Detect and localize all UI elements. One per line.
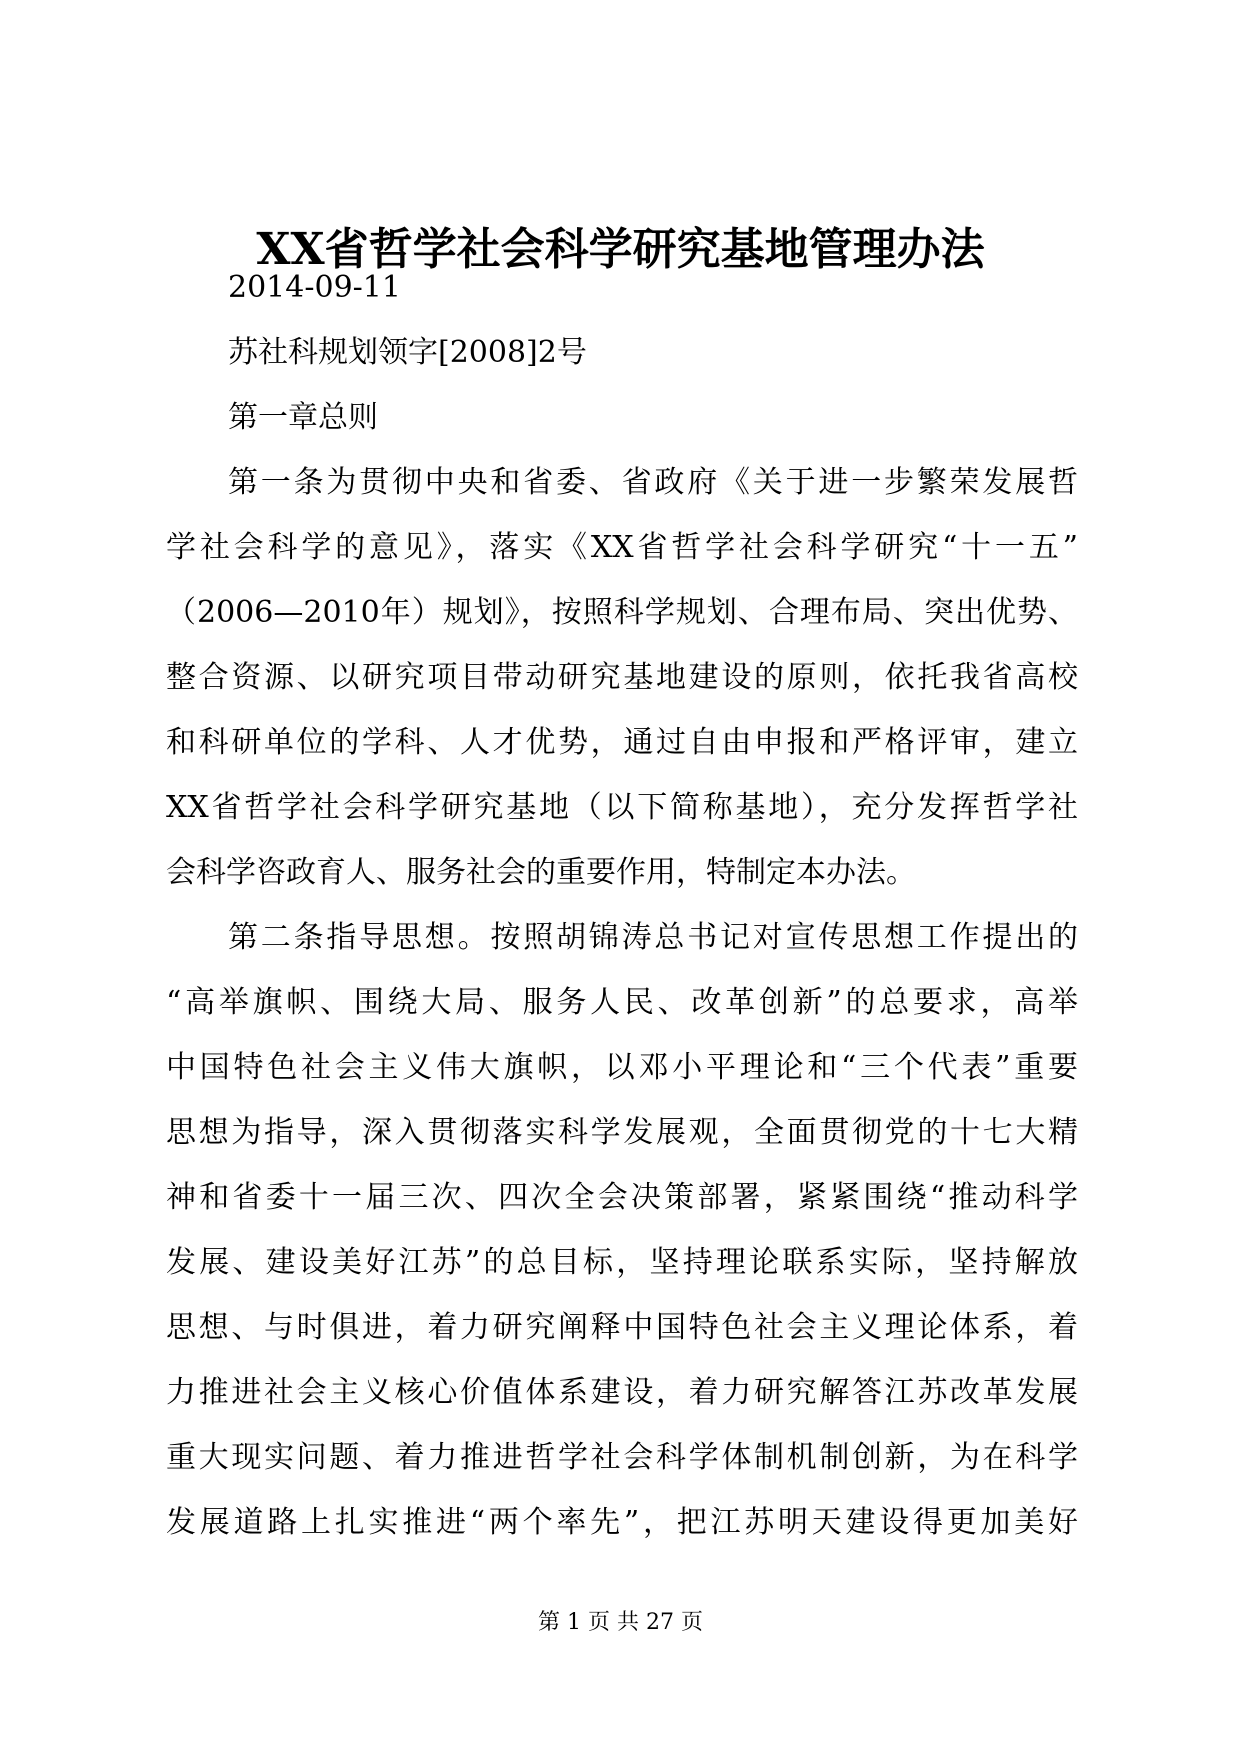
article-2-line: 力推进社会主义核心价值体系建设，着力研究解答江苏改革发展 <box>166 1375 1078 1410</box>
page-footer: 第 1 页 共 27 页 <box>538 1610 703 1635</box>
article-1-line: 会科学咨政育人、服务社会的重要作用，特制定本办法。 <box>166 855 916 890</box>
article-2-line: 思想、与时俱进，着力研究阐释中国特色社会主义理论体系，着 <box>166 1310 1078 1345</box>
chapter-heading: 第一章总则 <box>228 400 378 435</box>
article-2-line: 发展、建设美好江苏”的总目标，坚持理论联系实际，坚持解放 <box>166 1245 1078 1280</box>
article-1-line: （2006—2010年）规划》，按照科学规划、合理布局、突出优势、 <box>166 595 1078 630</box>
article-1-line: 学社会科学的意见》，落实《XX省哲学社会科学研究“十一五” <box>166 530 1078 565</box>
article-2 <box>166 905 1078 1555</box>
article-2-line: “高举旗帜、围绕大局、服务人民、改革创新”的总要求，高举 <box>166 985 1078 1020</box>
article-2-line: 中国特色社会主义伟大旗帜，以邓小平理论和“三个代表”重要 <box>166 1050 1078 1085</box>
article-2-line: 神和省委十一届三次、四次全会决策部署，紧紧围绕“推动科学 <box>166 1180 1078 1215</box>
article-1-line: XX省哲学社会科学研究基地（以下简称基地），充分发挥哲学社 <box>166 790 1078 825</box>
article-2-line: 第二条指导思想。按照胡锦涛总书记对宣传思想工作提出的 <box>228 920 1078 955</box>
article-2-line: 发展道路上扎实推进“两个率先”，把江苏明天建设得更加美好 <box>166 1505 1078 1540</box>
document-body <box>166 255 1078 1555</box>
article-1-line: 第一条为贯彻中央和省委、省政府《关于进一步繁荣发展哲 <box>228 465 1078 500</box>
article-1-line: 整合资源、以研究项目带动研究基地建设的原则，依托我省高校 <box>166 660 1078 695</box>
document-number: 苏社科规划领字[2008]2号 <box>228 335 587 370</box>
article-1-line: 和科研单位的学科、人才优势，通过自由申报和严格评审，建立 <box>166 725 1078 760</box>
article-2-line: 思想为指导，深入贯彻落实科学发展观，全面贯彻党的十七大精 <box>166 1115 1078 1150</box>
document-date: 2014-09-11 <box>228 270 401 305</box>
document-title: XX省哲学社会科学研究基地管理办法 <box>256 224 985 275</box>
article-2-line: 重大现实问题、着力推进哲学社会科学体制机制创新，为在科学 <box>166 1440 1078 1475</box>
article-1 <box>166 450 1078 905</box>
